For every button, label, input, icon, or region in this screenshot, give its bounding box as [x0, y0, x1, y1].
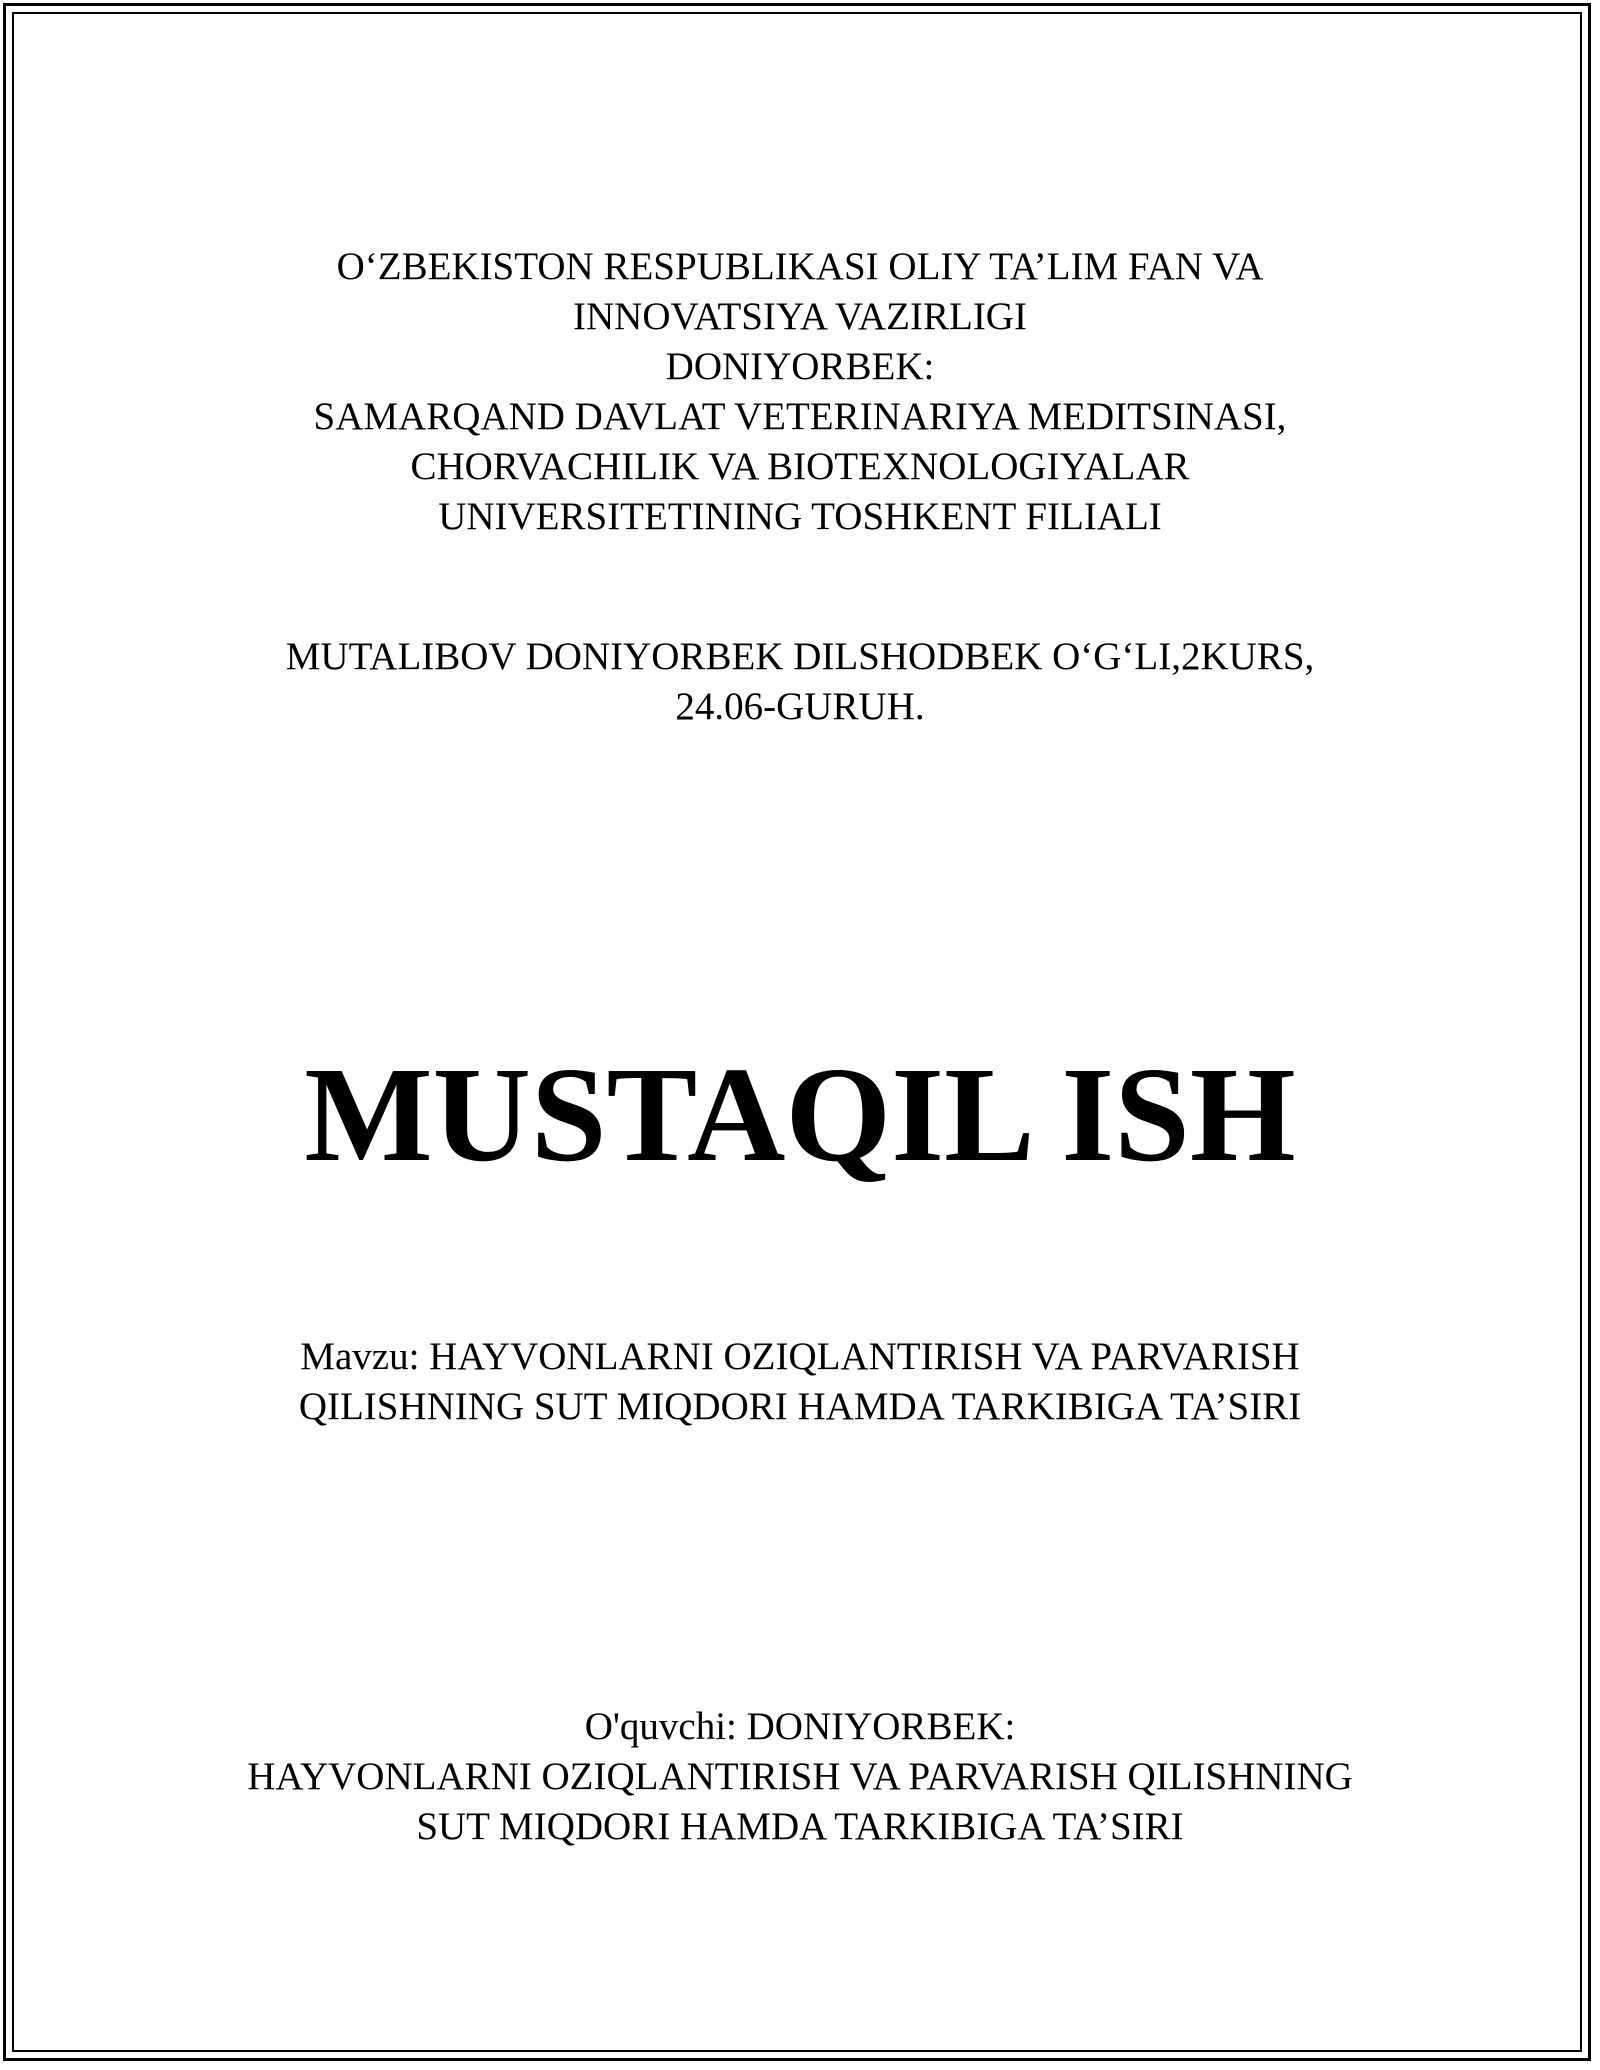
- pupil-line: O'quvchi: DONIYORBEK:: [584, 1705, 1016, 1748]
- header-line: O‘ZBEKISTON RESPUBLIKASI OLIY TA’LIM FAN VA: [336, 245, 1264, 288]
- header-line: CHORVACHILIK VA BIOTEXNOLOGIYALAR: [410, 445, 1190, 488]
- pupil-line: HAYVONLARNI OZIQLANTIRISH VA PARVARISH QILISHNING: [247, 1755, 1353, 1798]
- topic-line: QILISHNING SUT MIQDORI HAMDA TARKIBIGA TA’SIRI: [298, 1385, 1302, 1428]
- header-line: DONIYORBEK:: [665, 345, 935, 388]
- ministry-university-header: [0, 242, 1600, 542]
- pupil-section: [0, 1702, 1600, 1852]
- student-info: [0, 632, 1600, 732]
- student-group-line: 24.06-GURUH.: [675, 685, 925, 728]
- document-title: MUSTAQIL ISH: [304, 1040, 1296, 1190]
- topic-line: Mavzu: HAYVONLARNI OZIQLANTIRISH VA PARVARISH: [300, 1335, 1300, 1378]
- header-line: INNOVATSIYA VAZIRLIGI: [573, 295, 1027, 338]
- header-line: UNIVERSITETINING TOSHKENT FILIALI: [438, 495, 1162, 538]
- pupil-line: SUT MIQDORI HAMDA TARKIBIGA TA’SIRI: [416, 1805, 1184, 1848]
- student-name-line: MUTALIBOV DONIYORBEK DILSHODBEK O‘G‘LI,2KURS,: [285, 635, 1315, 678]
- header-line: SAMARQAND DAVLAT VETERINARIYA MEDITSINASI,: [313, 395, 1287, 438]
- topic-section: [0, 1332, 1600, 1432]
